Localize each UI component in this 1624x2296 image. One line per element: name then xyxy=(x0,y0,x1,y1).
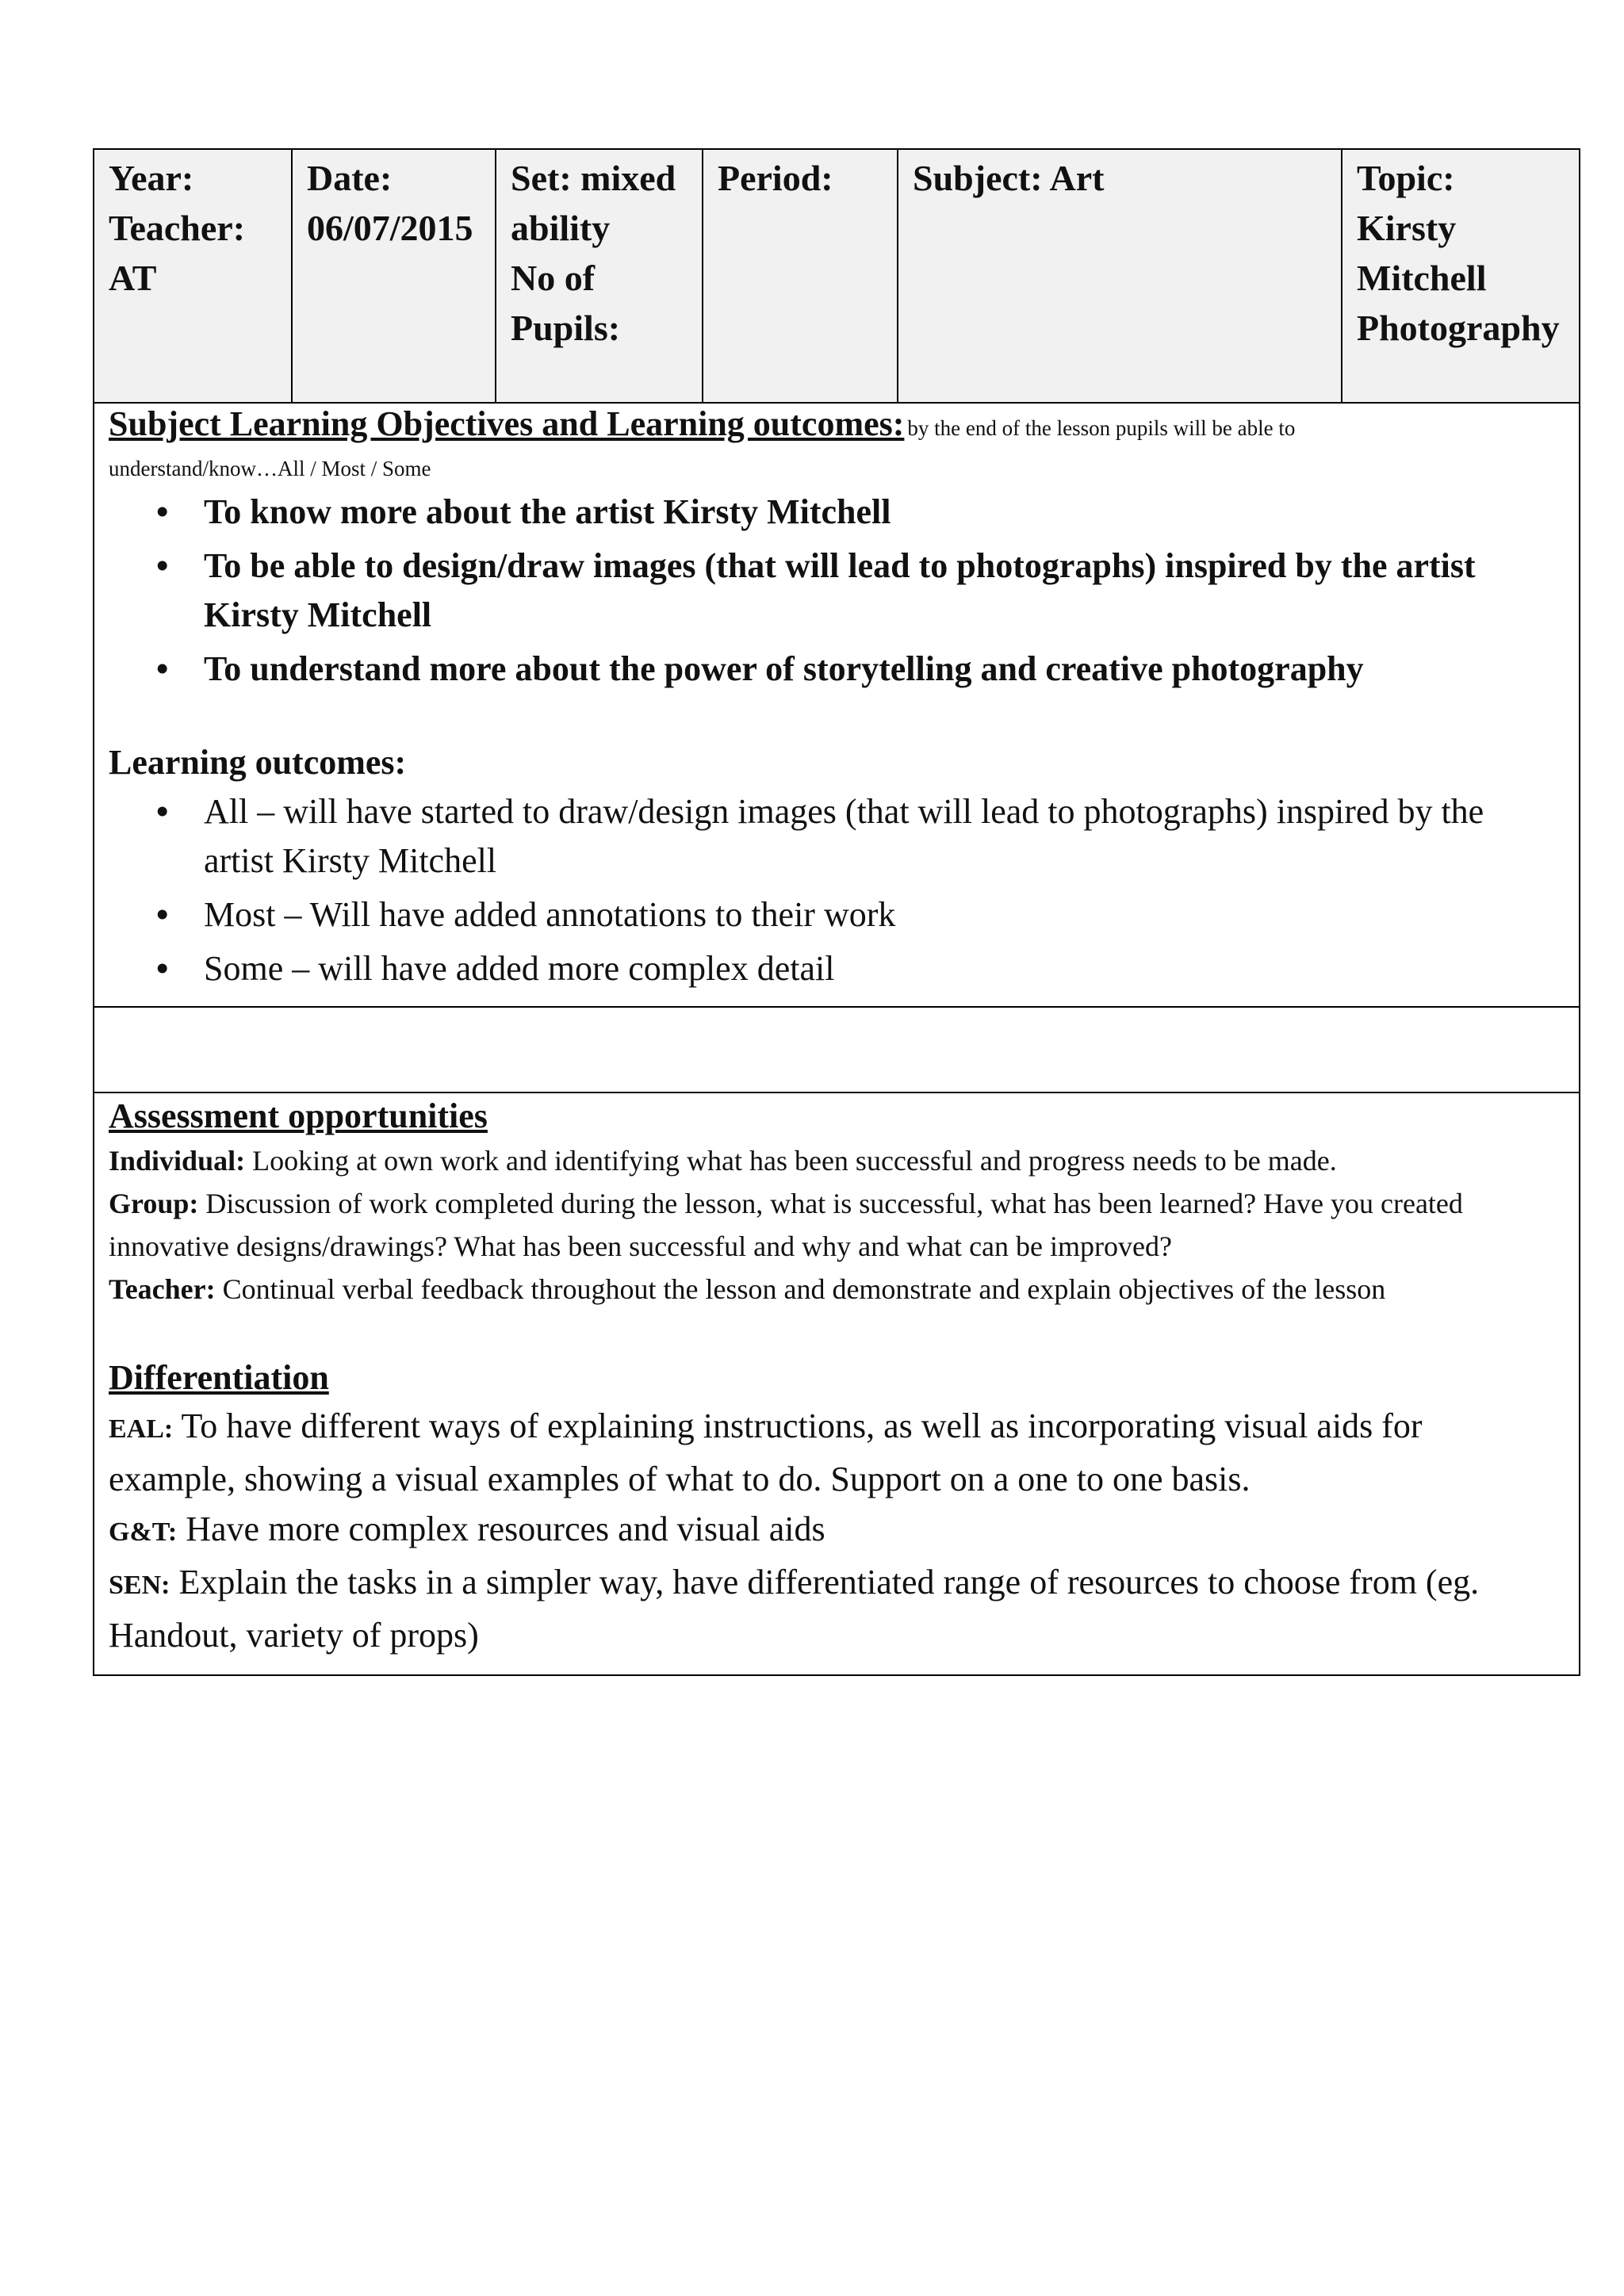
date-label: Date: xyxy=(307,158,393,198)
lesson-plan-table xyxy=(93,148,1580,1676)
date-cell xyxy=(292,149,496,403)
outcome-item: • All – will have started to draw/design images (that will lead to photographs) inspired by the artist Kirsty Mitchell xyxy=(204,787,1547,886)
group-label: Group: xyxy=(109,1188,199,1219)
objective-item: • To know more about the artist Kirsty Mitchell xyxy=(204,488,1579,537)
objectives-row xyxy=(94,403,1580,1007)
eal-text: To have different ways of explaining instructions, as well as incorporating visual aids for example, showing a visual examples of what to do. Support on a one to one basis. xyxy=(109,1406,1423,1498)
date-value: 06/07/2015 xyxy=(307,208,473,248)
sen-text: Explain the tasks in a simpler way, have differentiated range of resources to choose from (eg. Handout, variety of props) xyxy=(109,1563,1480,1655)
assessment-individual xyxy=(109,1139,1555,1182)
outcome-item: • Most – Will have added annotations to their work xyxy=(204,890,1547,939)
assessment-row xyxy=(94,1093,1580,1675)
objectives-subtitle-cont: understand/know…All / Most / Some xyxy=(109,457,431,480)
learning-outcomes-list xyxy=(109,787,1579,993)
assessment-title: Assessment opportunities xyxy=(109,1096,488,1135)
subject-label: Subject: Art xyxy=(913,158,1105,198)
topic-label: Topic: xyxy=(1357,158,1455,198)
individual-text: Looking at own work and identifying what has been successful and progress needs to be made. xyxy=(252,1145,1337,1177)
assessment-group xyxy=(109,1182,1555,1268)
objective-item: • To understand more about the power of storytelling and creative photography xyxy=(204,645,1579,694)
topic-cell xyxy=(1342,149,1580,403)
header-row xyxy=(94,149,1580,403)
period-label: Period: xyxy=(718,158,833,198)
empty-row xyxy=(94,1007,1580,1093)
sen-label: SEN: xyxy=(109,1571,170,1600)
set-line-1: Set: mixed xyxy=(511,158,676,198)
objective-item: • To be able to design/draw images (that will lead to photographs) inspired by the artist Kirsty Mitchell xyxy=(204,541,1579,640)
set-cell xyxy=(496,149,703,403)
objectives-subtitle: by the end of the lesson pupils will be able to xyxy=(907,416,1296,440)
differentiation-sen xyxy=(109,1557,1555,1660)
subject-cell xyxy=(898,149,1342,403)
pupils-line-2: Pupils: xyxy=(511,308,621,348)
topic-line-3: Photography xyxy=(1357,308,1560,348)
year-teacher-cell xyxy=(94,149,292,403)
year-label: Year: xyxy=(109,158,194,198)
assessment-cell xyxy=(94,1093,1580,1675)
topic-line-2: Mitchell xyxy=(1357,258,1487,298)
teacher-label: Teacher: xyxy=(109,208,246,248)
eal-label: EAL: xyxy=(109,1414,174,1444)
set-line-2: ability xyxy=(511,208,611,248)
topic-line-1: Kirsty xyxy=(1357,208,1457,248)
differentiation-eal xyxy=(109,1401,1555,1504)
differentiation-gt xyxy=(109,1504,1555,1557)
empty-cell xyxy=(94,1007,1580,1093)
teacher-feedback-text: Continual verbal feedback throughout the lesson and demonstrate and explain objectives of the lesson xyxy=(222,1273,1386,1305)
differentiation-title: Differentiation xyxy=(109,1358,329,1397)
objectives-list xyxy=(109,488,1579,694)
teacher-value: AT xyxy=(109,258,157,298)
gt-label: G&T: xyxy=(109,1517,178,1547)
group-text: Discussion of work completed during the lesson, what is successful, what has been learned? Have you created innovative designs/drawings? What has been successful and why and what can be improved? xyxy=(109,1188,1463,1262)
objectives-title: Subject Learning Objectives and Learning outcomes: xyxy=(109,404,905,443)
individual-label: Individual: xyxy=(109,1145,246,1177)
assessment-teacher xyxy=(109,1268,1555,1311)
period-cell xyxy=(703,149,898,403)
learning-outcomes-title: Learning outcomes: xyxy=(109,743,407,782)
outcome-item: • Some – will have added more complex detail xyxy=(204,944,1547,993)
objectives-cell xyxy=(94,403,1580,1007)
pupils-line-1: No of xyxy=(511,258,596,298)
gt-text: Have more complex resources and visual aids xyxy=(186,1510,825,1548)
teacher-feedback-label: Teacher: xyxy=(109,1273,216,1305)
